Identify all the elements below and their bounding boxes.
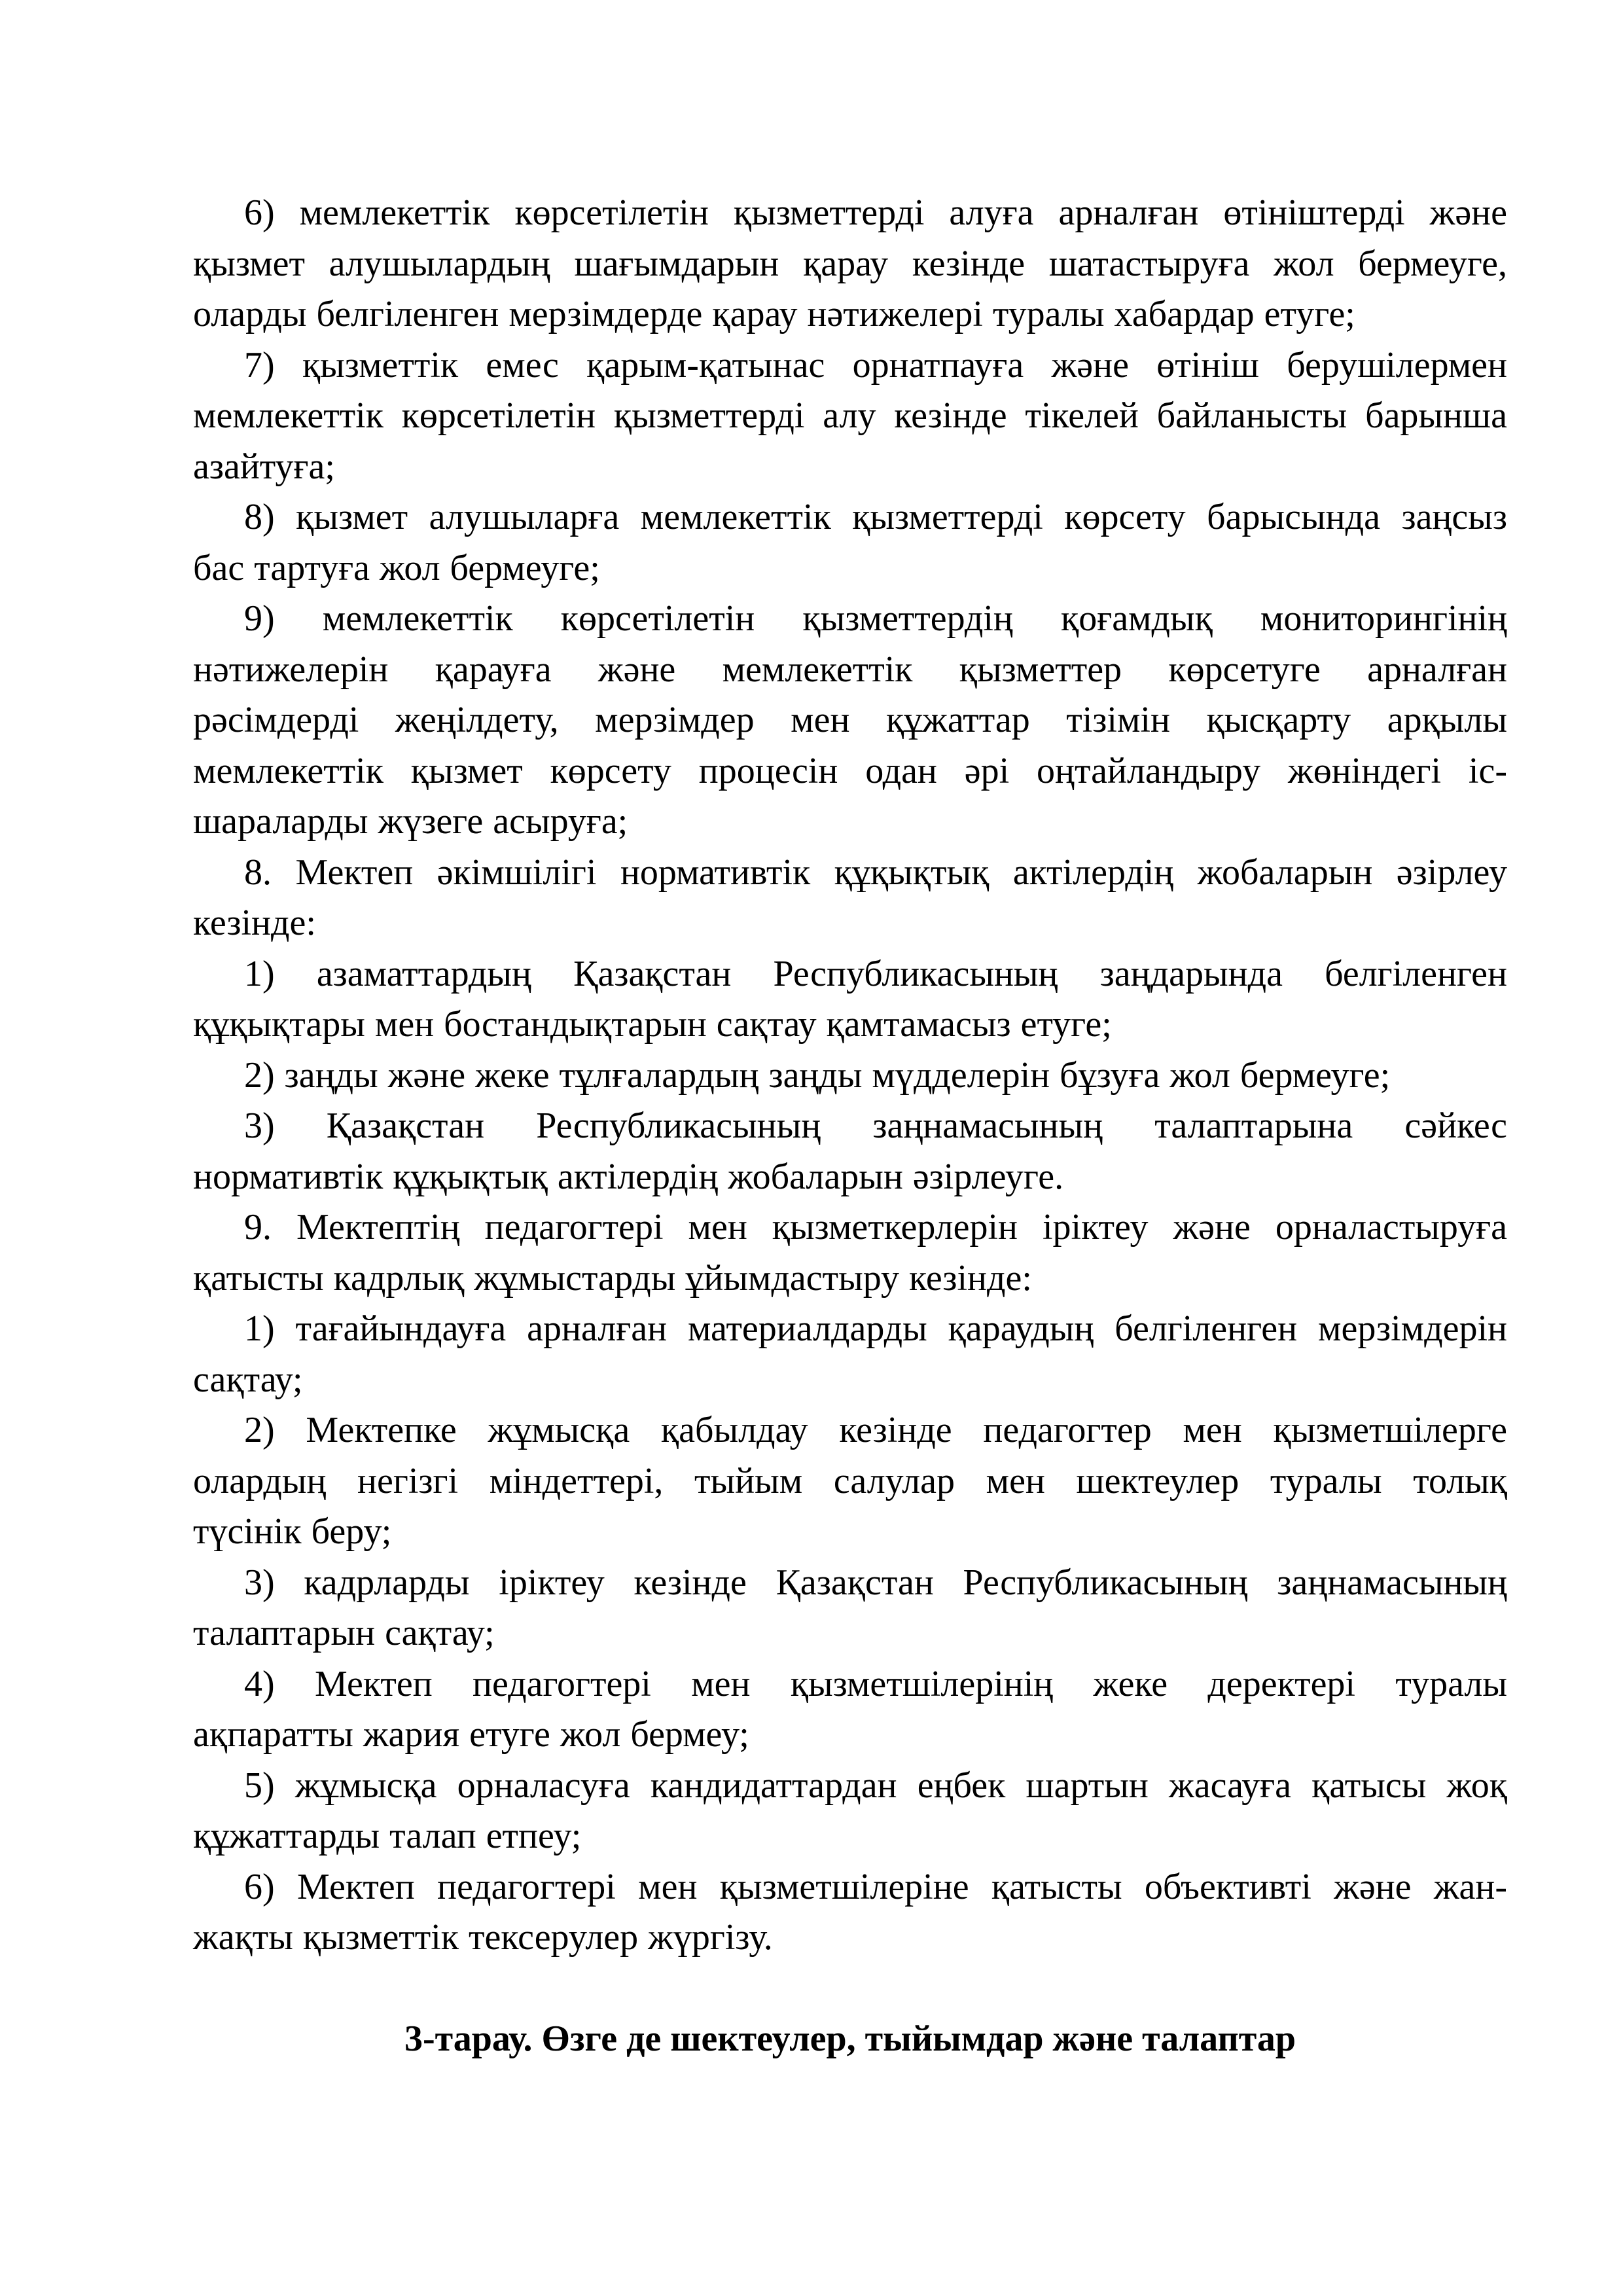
paragraphs-container (193, 188, 1507, 1964)
paragraph (193, 1101, 1507, 1202)
text-line: қатысты кадрлық жұмыстарды ұйымдастыру кезінде: (193, 1257, 1032, 1299)
text-line: түсінік беру; (193, 1511, 392, 1552)
paragraph (193, 1405, 1507, 1558)
paragraph (193, 1558, 1507, 1659)
text-line: 6) Мектеп педагогтері мен қызметшілеріне қатысты объективті және жан- (244, 1866, 1507, 1907)
paragraph (193, 340, 1507, 493)
text-line: олардың негізгі міндеттері, тыйым салулар мен шектеулер туралы толық (193, 1460, 1507, 1501)
paragraph (193, 492, 1507, 594)
text-line: 9) мемлекеттік көрсетілетін қызметтердің қоғамдық мониторингінің (244, 598, 1507, 639)
text-line: 9. Мектептің педагогтері мен қызметкерлерін іріктеу және орналастыруға (244, 1207, 1507, 1247)
text-line: нәтижелерін қарауға және мемлекеттік қызметтер көрсетуге арналған (193, 649, 1507, 690)
text-line: нормативтік құқықтық актілердің жобаларын әзірлеуге. (193, 1156, 1064, 1197)
paragraph (193, 1050, 1507, 1102)
paragraph (193, 188, 1507, 340)
paragraph (193, 1304, 1507, 1405)
document-body (193, 188, 1507, 2065)
text-line: 1) азаматтардың Қазақстан Республикасының заңдарында белгіленген (244, 953, 1507, 994)
text-line: сақтау; (193, 1359, 303, 1400)
text-line: оларды белгіленген мерзімдерде қарау нәтижелері туралы хабардар етуге; (193, 294, 1355, 334)
paragraph (193, 848, 1507, 949)
chapter-heading: 3-тарау. Өзге де шектеулер, тыйымдар және талаптар (404, 2018, 1296, 2059)
text-line: мемлекеттік көрсетілетін қызметтерді алу кезінде тікелей байланысты барынша (193, 395, 1507, 436)
text-line: 7) қызметтік емес қарым-қатынас орнатпауға және өтініш берушілермен (244, 344, 1507, 386)
text-line: 4) Мектеп педагогтері мен қызметшілерінің жеке деректері туралы (244, 1663, 1507, 1704)
text-line: 5) жұмысқа орналасуға кандидаттардан еңбек шартын жасауға қатысы жоқ (244, 1765, 1507, 1806)
text-line: шараларды жүзеге асыруға; (193, 801, 628, 842)
text-line: құқықтары мен бостандықтарын сақтау қамтамасыз етуге; (193, 1004, 1112, 1045)
paragraph (193, 1202, 1507, 1304)
text-line: 1) тағайындауға арналған материалдарды қараудың белгіленген мерзімдерін (244, 1308, 1507, 1349)
text-line: құжаттарды талап етпеу; (193, 1816, 582, 1856)
text-line: қызмет алушылардың шағымдарын қарау кезінде шатастыруға жол бермеуге, (193, 243, 1507, 284)
text-line: талаптарын сақтау; (193, 1613, 495, 1653)
text-line: ақпаратты жария етуге жол бермеу; (193, 1714, 749, 1755)
text-line: 3) Қазақстан Республикасының заңнамасының талаптарына сәйкес (244, 1105, 1507, 1146)
text-line: кезінде: (193, 903, 316, 943)
text-line: мемлекеттік қызмет көрсету процесін одан әрі оңтайландыру жөніндегі іс- (193, 750, 1507, 791)
paragraph (193, 594, 1507, 848)
text-line: 2) Мектепке жұмысқа қабылдау кезінде педагогтер мен қызметшілерге (244, 1410, 1507, 1450)
text-line: азайтуға; (193, 446, 335, 487)
paragraph (193, 1862, 1507, 1964)
text-line: 3) кадрларды іріктеу кезінде Қазақстан Республикасының заңнамасының (244, 1562, 1507, 1603)
text-line: 8) қызмет алушыларға мемлекеттік қызметтерді көрсету барысында заңсыз (244, 497, 1507, 537)
text-line: 2) заңды және жеке тұлғалардың заңды мүдделерін бұзуға жол бермеуге; (244, 1054, 1391, 1096)
text-line: 6) мемлекеттік көрсетілетін қызметтерді алуға арналған өтініштерді және (244, 192, 1507, 233)
text-line: рәсімдерді жеңілдету, мерзімдер мен құжаттар тізімін қысқарту арқылы (193, 700, 1507, 740)
text-line: бас тартуға жол бермеуге; (193, 547, 600, 588)
paragraph (193, 949, 1507, 1050)
paragraph (193, 1761, 1507, 1862)
text-line: жақты қызметтік тексерулер жүргізу. (193, 1917, 773, 1958)
text-line: 8. Мектеп әкімшілігі нормативтік құқықтық актілердің жобаларын әзірлеу (244, 852, 1507, 893)
paragraph (193, 1659, 1507, 1761)
